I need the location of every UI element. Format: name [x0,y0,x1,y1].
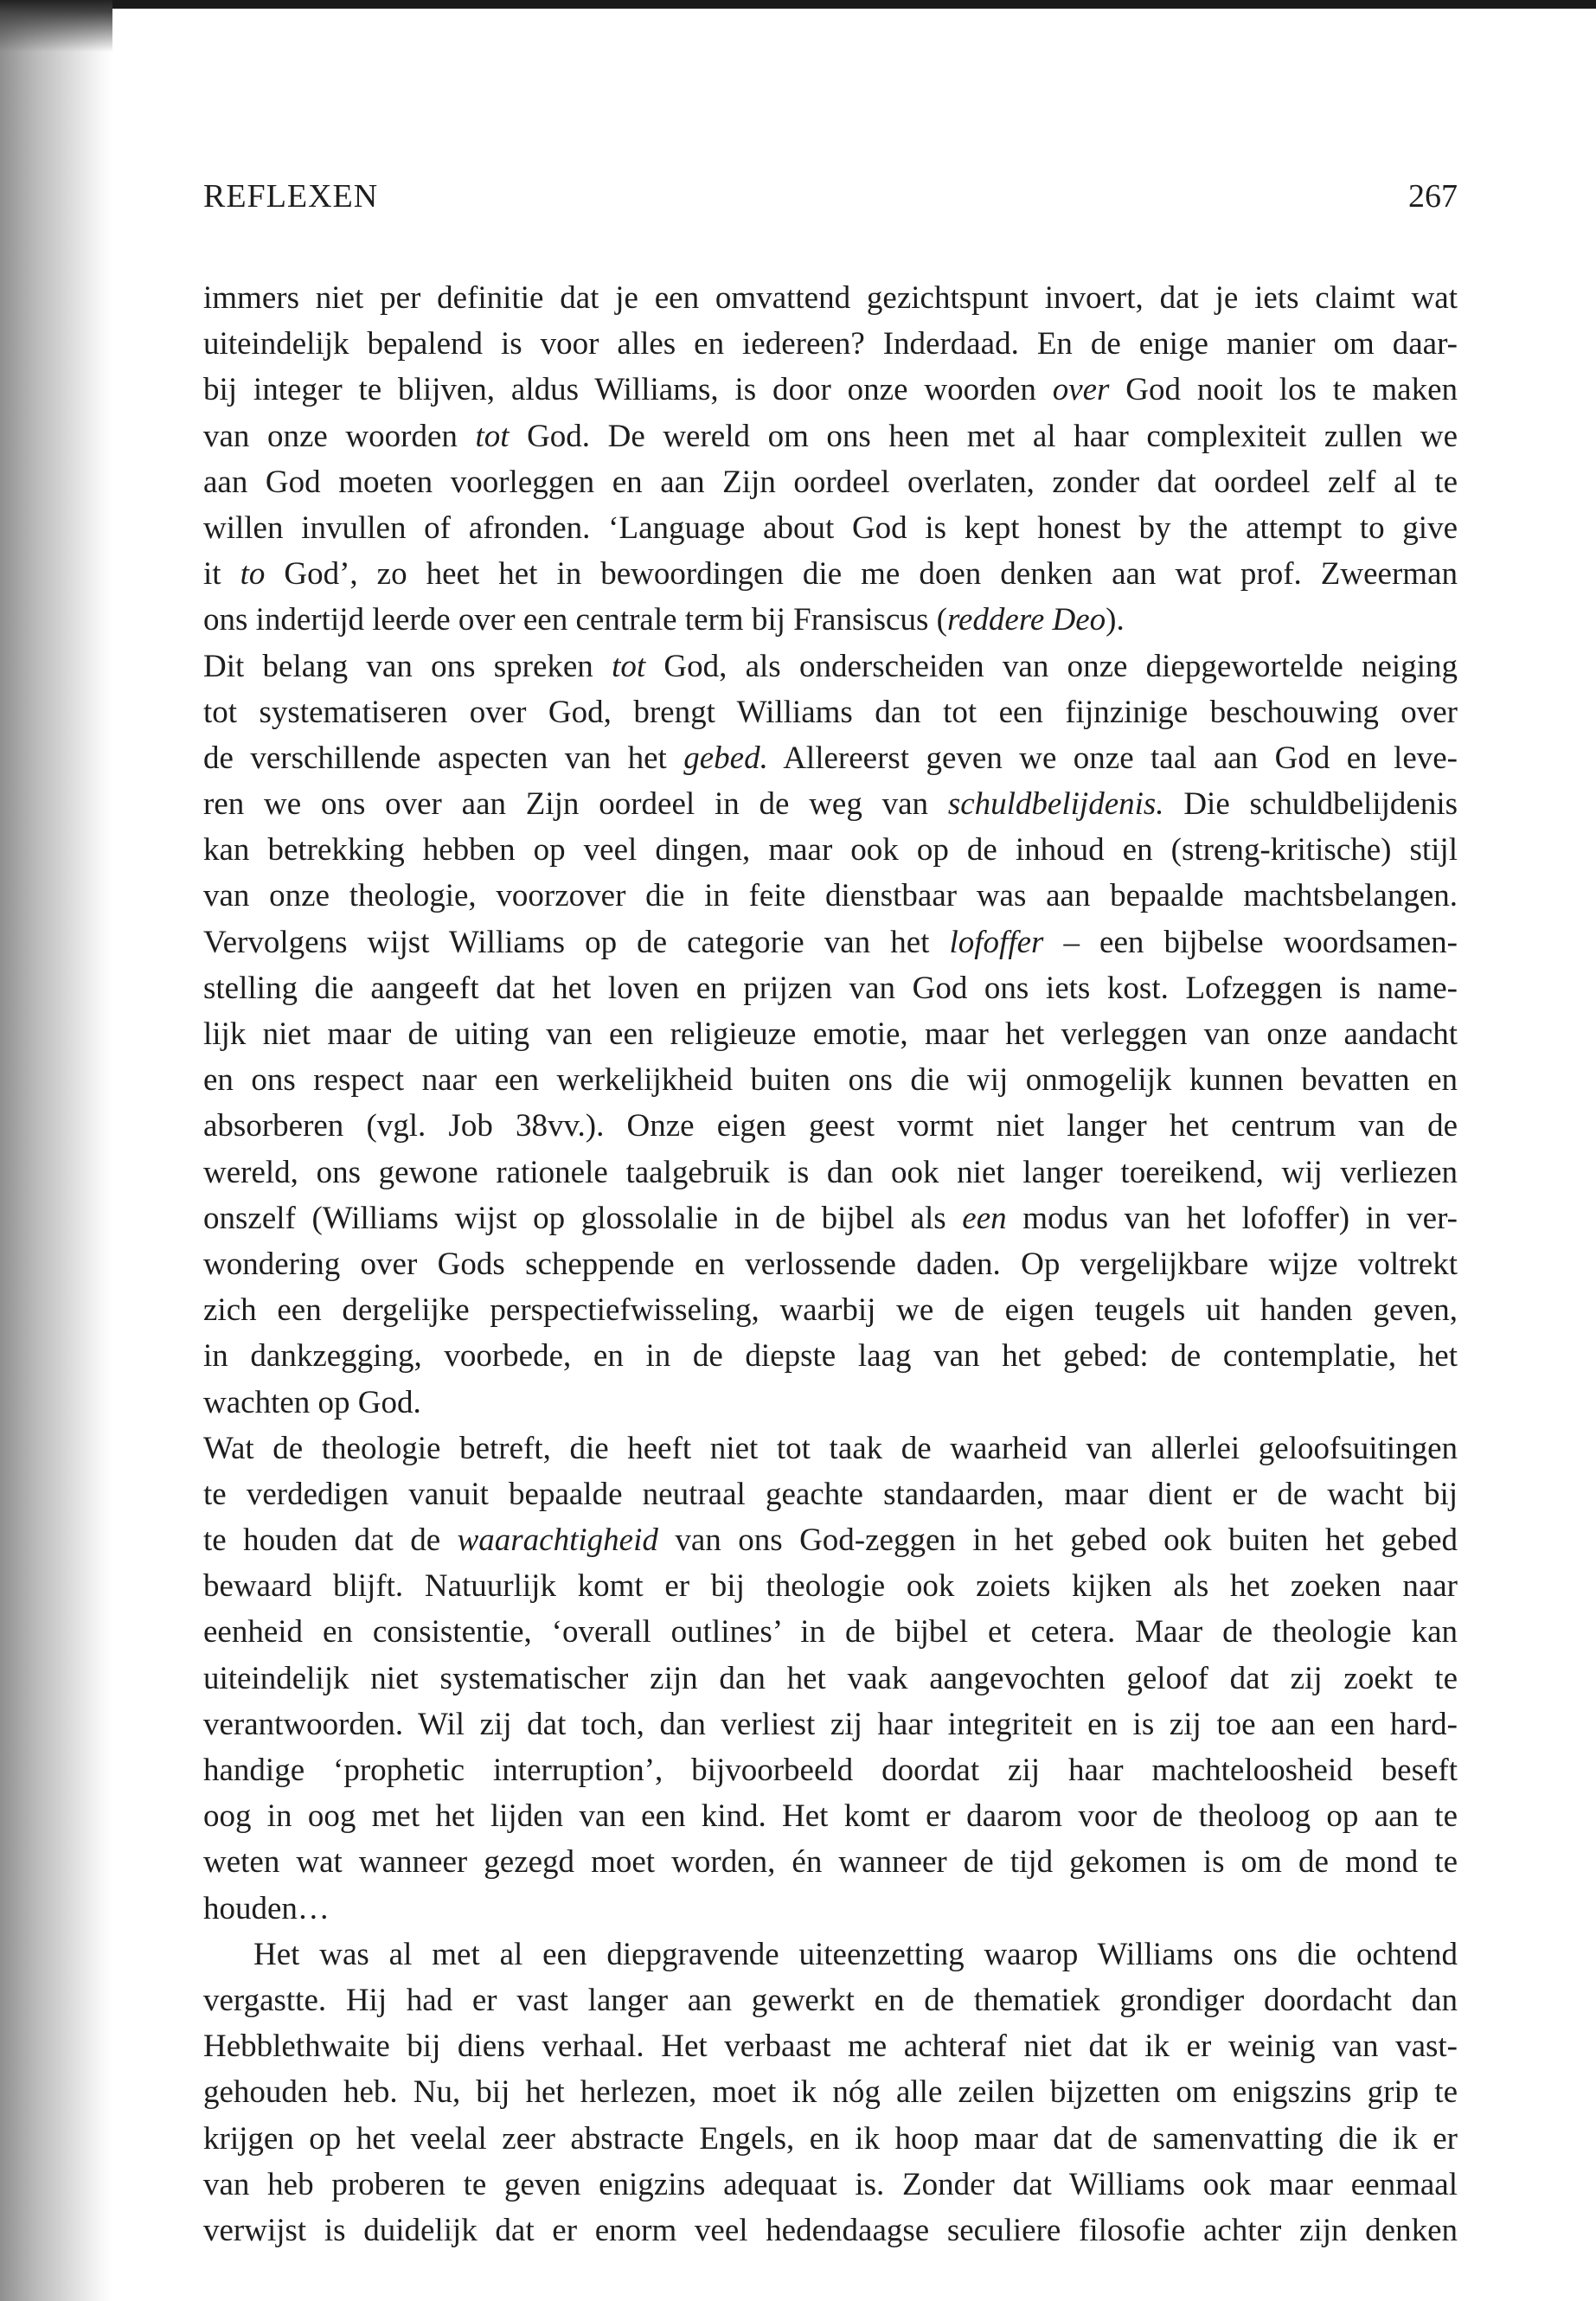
text-segment: Wat de theologie betreft, die heeft niet tot taak de waarheid van allerlei geloofsuitingen [203,1430,1458,1466]
italic-text: gebed. [683,740,768,776]
text-segment: van heb proberen te geven enigzins adequaat is. Zonder dat Williams ook maar eenmaal [203,2166,1458,2202]
text-line [203,873,1458,919]
italic-text: schuldbelijdenis. [947,786,1164,823]
text-line [203,1426,1458,1471]
text-segment: stelling die aangeeft dat het loven en prijzen van God ons iets kost. Lofzeggen is name- [203,970,1458,1006]
text-segment: handige ‘prophetic interruption’, bijvoorbeeld doordat zij haar machteloosheid beseft [203,1753,1458,1788]
text-line [203,1656,1458,1702]
text-segment: uiteindelijk bepalend is voor alles en iedereen? Inderdaad. En de enige manier om daar- [203,326,1458,362]
text-segment: van onze theologie, voorzover die in feite dienstbaar was aan bepaalde machtsbelangen. [203,878,1458,914]
text-segment: en ons respect naar een werkelijkheid buiten ons die wij onmogelijk kunnen bevatten en [203,1062,1458,1099]
text-segment: houden… [203,1890,330,1926]
text-segment: weten wat wanneer gezegd moet worden, én wanneer de tijd gekomen is om de mond te [203,1844,1458,1881]
text-segment: verwijst is duidelijk dat er enorm veel hedendaagse seculiere filosofie achter zijn denken [203,2212,1458,2248]
text-line [203,1241,1458,1287]
text-segment: – een bijbelse woordsamen- [1043,924,1458,960]
text-segment: lijk niet maar de uiting van een religieuze emotie, maar het verleggen van onze aandacht [203,1016,1458,1052]
text-line [203,321,1458,367]
text-line [203,827,1458,873]
text-line [203,1150,1458,1195]
text-segment: God nooit los te maken [1109,372,1458,408]
text-segment: modus van het lofoffer) in ver- [1006,1200,1458,1236]
text-line [203,1977,1458,2023]
text-segment: oog in oog met het lijden van een kind. Het komt er daarom voor de theoloog op aan te [203,1798,1458,1835]
text-line [203,597,1458,643]
page-number: 267 [1408,178,1458,215]
text-segment: bij integer te blijven, aldus Williams, is door onze woorden [203,372,1053,408]
text-segment: God’, zo heet het in bewoordingen die me doen denken aan wat prof. Zweerman [265,556,1458,593]
book-spine-shadow [0,0,112,2301]
italic-text: waarachtigheid [457,1522,658,1559]
text-segment: zich een dergelijke perspectiefwisseling, waarbij we de eigen teugels uit handen geven, [203,1292,1458,1329]
text-line [203,275,1458,321]
italic-text: to [240,556,266,593]
text-line [203,367,1458,413]
text-segment: bewaard blijft. Natuurlijk komt er bij theologie ook zoiets kijken als het zoeken naar [203,1568,1458,1605]
text-line [203,2023,1458,2069]
text-line [203,965,1458,1011]
text-segment: ren we ons over aan Zijn oordeel in de weg van [203,786,948,823]
text-line [203,1103,1458,1149]
text-segment: Vervolgens wijst Williams op de categorie van het [203,924,950,960]
text-line [203,1886,1458,1932]
text-segment: ons indertijd leerde over een centrale term bij Fransiscus ( [203,602,947,638]
text-segment: in dankzegging, voorbede, en in de diepste laag van het gebed: de contemplatie, het [203,1338,1458,1375]
text-line [203,2069,1458,2115]
text-line [203,1747,1458,1793]
text-segment: immers niet per definitie dat je een omvattend gezichtspunt invoert, dat je iets claimt wat [203,280,1458,316]
text-line [203,2208,1458,2253]
text-line [203,735,1458,781]
text-segment: willen invullen of afronden. ‘Language about God is kept honest by the attempt to give [203,510,1458,546]
text-line [203,689,1458,735]
text-segment: eenheid en consistentie, ‘overall outlines’ in de bijbel et cetera. Maar de theologie kan [203,1614,1458,1650]
italic-text: reddere Deo [946,602,1106,638]
text-segment: God, als onderscheiden van onze diepgewortelde neiging [645,648,1458,684]
text-segment: kan betrekking hebben op veel dingen, maar ook op de inhoud en (streng-kritische) stijl [203,832,1458,868]
text-segment: vergastte. Hij had er vast langer aan gewerkt en de thematiek grondiger doordacht dan [203,1982,1458,2018]
text-line [203,1839,1458,1885]
text-segment: aan God moeten voorleggen en aan Zijn oordeel overlaten, zonder dat oordeel zelf al te [203,464,1458,500]
text-segment: it [203,556,240,593]
text-segment: uiteindelijk niet systematischer zijn dan het vaak aangevochten geloof dat zij zoekt te [203,1660,1458,1696]
text-line [203,1195,1458,1241]
text-line [203,1517,1458,1563]
text-line [203,781,1458,827]
running-head-title: REFLEXEN [203,178,379,215]
text-line [203,1793,1458,1839]
italic-text: lofoffer [949,924,1044,960]
text-segment: Het was al met al een diepgravende uiteenzetting waarop Williams ons die ochtend [253,1936,1458,1972]
text-line [203,644,1458,689]
book-page [203,0,1458,2301]
text-segment: wondering over Gods scheppende en verlossende daden. Op vergelijkbare wijze voltrekt [203,1246,1458,1282]
text-segment: tot systematiseren over God, brengt Williams dan tot een fijnzinige beschouwing over [203,694,1458,730]
text-line [203,1932,1458,1977]
italic-text: een [962,1200,1007,1236]
text-line [203,1057,1458,1103]
scan-corner-shadow [0,0,112,52]
body-text [203,275,1458,2253]
italic-text: tot [475,418,510,454]
text-line [203,1287,1458,1333]
text-segment: ). [1106,602,1125,638]
text-line [203,2116,1458,2162]
text-line [203,459,1458,505]
text-line [203,413,1458,459]
text-line [203,1609,1458,1655]
text-line [203,2162,1458,2208]
text-segment: Allereerst geven we onze taal aan God en leve- [767,740,1458,776]
text-segment: Dit belang van ons spreken [203,648,612,684]
text-line [203,505,1458,551]
text-line [203,920,1458,965]
text-segment: onszelf (Williams wijst op glossolalie in de bijbel als [203,1200,963,1236]
text-line [203,1563,1458,1609]
italic-text: tot [612,648,646,684]
text-line [203,551,1458,597]
running-head [203,177,1458,221]
text-segment: te houden dat de [203,1522,458,1559]
text-line [203,1471,1458,1517]
text-segment: gehouden heb. Nu, bij het herlezen, moet ik nóg alle zeilen bijzetten om enigszins grip te [203,2074,1458,2111]
text-segment: verantwoorden. Wil zij dat toch, dan verliest zij haar integriteit en is zij toe aan een hard- [203,1706,1458,1742]
text-segment: Die schuldbelijdenis [1163,786,1458,823]
text-segment: wereld, ons gewone rationele taalgebruik is dan ook niet langer toereikend, wij verliezen [203,1154,1458,1190]
text-line [203,1702,1458,1747]
text-segment: absorberen (vgl. Job 38vv.). Onze eigen geest vormt niet langer het centrum van de [203,1108,1458,1144]
text-segment: te verdedigen vanuit bepaalde neutraal geachte standaarden, maar dient er de wacht bij [203,1476,1458,1512]
text-segment: krijgen op het veelal zeer abstracte Engels, en ik hoop maar dat de samenvatting die ik er [203,2120,1458,2157]
text-segment: de verschillende aspecten van het [203,740,684,776]
text-segment: wachten op God. [203,1384,421,1420]
text-segment: God. De wereld om ons heen met al haar complexiteit zullen we [509,418,1458,454]
text-segment: van ons God-zeggen in het gebed ook buiten het gebed [657,1522,1458,1559]
text-segment: van onze woorden [203,418,476,454]
text-line [203,1333,1458,1379]
text-line [203,1380,1458,1426]
text-line [203,1011,1458,1057]
italic-text: over [1052,372,1110,408]
text-segment: Hebblethwaite bij diens verhaal. Het verbaast me achteraf niet dat ik er weinig van vast- [203,2029,1458,2065]
